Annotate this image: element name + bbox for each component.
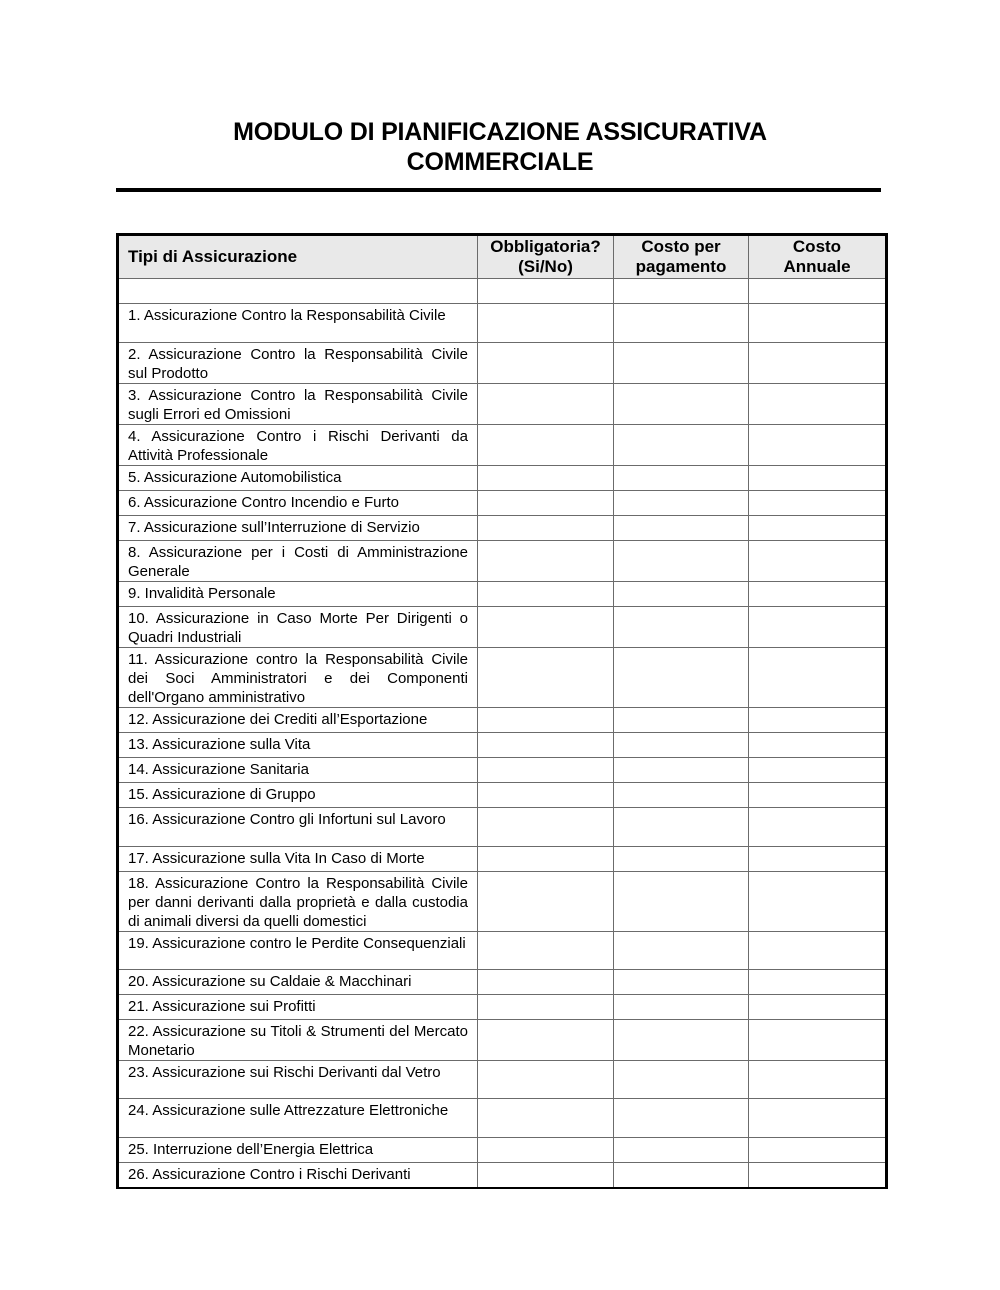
table-row xyxy=(118,1163,887,1189)
mandatory-cell[interactable] xyxy=(478,491,614,516)
cost-per-payment-cell[interactable] xyxy=(614,970,749,995)
table-row xyxy=(118,995,887,1020)
header-row xyxy=(118,235,887,279)
annual-cost-cell[interactable] xyxy=(749,995,887,1020)
insurance-type-cell: 19. Assicurazione contro le Perdite Consequenziali xyxy=(118,932,478,970)
table-row xyxy=(118,582,887,607)
insurance-type-cell: 4. Assicurazione Contro i Rischi Derivanti da Attività Professionale xyxy=(118,425,478,466)
annual-cost-cell[interactable] xyxy=(749,872,887,932)
cost-per-payment-cell[interactable] xyxy=(614,516,749,541)
mandatory-cell[interactable] xyxy=(478,541,614,582)
cost-per-payment-cell[interactable] xyxy=(614,808,749,847)
mandatory-cell[interactable] xyxy=(478,995,614,1020)
mandatory-cell[interactable] xyxy=(478,648,614,708)
insurance-type-cell xyxy=(118,279,478,304)
table-body xyxy=(118,279,887,1189)
cost-per-payment-cell[interactable] xyxy=(614,995,749,1020)
mandatory-cell[interactable] xyxy=(478,783,614,808)
cost-per-payment-cell[interactable] xyxy=(614,466,749,491)
mandatory-cell[interactable] xyxy=(478,932,614,970)
page-title xyxy=(0,117,1000,177)
annual-cost-cell[interactable] xyxy=(749,466,887,491)
insurance-type-cell: 21. Assicurazione sui Profitti xyxy=(118,995,478,1020)
insurance-type-cell: 23. Assicurazione sui Rischi Derivanti dal Vetro xyxy=(118,1061,478,1099)
insurance-type-cell: 15. Assicurazione di Gruppo xyxy=(118,783,478,808)
annual-cost-cell[interactable] xyxy=(749,970,887,995)
cost-per-payment-cell[interactable] xyxy=(614,491,749,516)
insurance-type-cell: 24. Assicurazione sulle Attrezzature Elettroniche xyxy=(118,1099,478,1138)
header-mandatory: Obbligatoria? (Si/No) xyxy=(478,235,614,279)
annual-cost-cell[interactable] xyxy=(749,1163,887,1189)
insurance-type-cell: 10. Assicurazione in Caso Morte Per Dirigenti o Quadri Industriali xyxy=(118,607,478,648)
table-row xyxy=(118,1020,887,1061)
table-row xyxy=(118,343,887,384)
annual-cost-cell[interactable] xyxy=(749,1138,887,1163)
mandatory-cell[interactable] xyxy=(478,304,614,343)
table-row xyxy=(118,607,887,648)
cost-per-payment-cell[interactable] xyxy=(614,304,749,343)
mandatory-cell[interactable] xyxy=(478,1138,614,1163)
title-line-1: MODULO DI PIANIFICAZIONE ASSICURATIVA xyxy=(233,118,767,146)
cost-per-payment-cell[interactable] xyxy=(614,847,749,872)
mandatory-cell[interactable] xyxy=(478,607,614,648)
annual-cost-cell[interactable] xyxy=(749,607,887,648)
mandatory-cell[interactable] xyxy=(478,758,614,783)
insurance-type-cell: 7. Assicurazione sull’Interruzione di Servizio xyxy=(118,516,478,541)
mandatory-cell[interactable] xyxy=(478,1020,614,1061)
table-row xyxy=(118,932,887,970)
insurance-type-cell: 14. Assicurazione Sanitaria xyxy=(118,758,478,783)
insurance-type-cell: 5. Assicurazione Automobilistica xyxy=(118,466,478,491)
table-row xyxy=(118,783,887,808)
insurance-type-cell: 16. Assicurazione Contro gli Infortuni sul Lavoro xyxy=(118,808,478,847)
mandatory-cell[interactable] xyxy=(478,872,614,932)
table-row xyxy=(118,516,887,541)
annual-cost-cell[interactable] xyxy=(749,783,887,808)
table-row xyxy=(118,1138,887,1163)
mandatory-cell[interactable] xyxy=(478,847,614,872)
insurance-type-cell: 11. Assicurazione contro la Responsabilità Civile dei Soci Amministratori e dei Componenti dell'Organo amministrativo xyxy=(118,648,478,708)
mandatory-cell[interactable] xyxy=(478,425,614,466)
annual-cost-cell[interactable] xyxy=(749,1020,887,1061)
table-row xyxy=(118,1099,887,1138)
annual-cost-cell[interactable] xyxy=(749,304,887,343)
mandatory-cell[interactable] xyxy=(478,582,614,607)
cost-per-payment-cell[interactable] xyxy=(614,541,749,582)
mandatory-cell[interactable] xyxy=(478,516,614,541)
table-row xyxy=(118,847,887,872)
header-annual-cost: Costo Annuale xyxy=(749,235,887,279)
table-row xyxy=(118,808,887,847)
annual-cost-cell[interactable] xyxy=(749,708,887,733)
header-insurance-type: Tipi di Assicurazione xyxy=(118,235,478,279)
annual-cost-cell[interactable] xyxy=(749,491,887,516)
insurance-type-cell: 22. Assicurazione su Titoli & Strumenti del Mercato Monetario xyxy=(118,1020,478,1061)
cost-per-payment-cell[interactable] xyxy=(614,279,749,304)
cost-per-payment-cell[interactable] xyxy=(614,384,749,425)
cost-per-payment-cell[interactable] xyxy=(614,343,749,384)
title-line-2: COMMERCIALE xyxy=(406,148,594,176)
annual-cost-cell[interactable] xyxy=(749,648,887,708)
header-cost-per-payment: Costo per pagamento xyxy=(614,235,749,279)
cost-per-payment-cell[interactable] xyxy=(614,1138,749,1163)
table-row xyxy=(118,304,887,343)
insurance-type-cell: 18. Assicurazione Contro la Responsabilità Civile per danni derivanti dalla proprietà e dalla custodia di animali diversi da quelli domestici xyxy=(118,872,478,932)
cost-per-payment-cell[interactable] xyxy=(614,783,749,808)
insurance-type-cell: 8. Assicurazione per i Costi di Amministrazione Generale xyxy=(118,541,478,582)
annual-cost-cell[interactable] xyxy=(749,758,887,783)
table-row xyxy=(118,491,887,516)
insurance-type-cell: 26. Assicurazione Contro i Rischi Derivanti xyxy=(118,1163,478,1189)
annual-cost-cell[interactable] xyxy=(749,847,887,872)
cost-per-payment-cell[interactable] xyxy=(614,872,749,932)
table-row xyxy=(118,708,887,733)
annual-cost-cell[interactable] xyxy=(749,808,887,847)
cost-per-payment-cell[interactable] xyxy=(614,648,749,708)
table-row xyxy=(118,541,887,582)
table-row xyxy=(118,384,887,425)
annual-cost-cell[interactable] xyxy=(749,733,887,758)
cost-per-payment-cell[interactable] xyxy=(614,1099,749,1138)
cost-per-payment-cell[interactable] xyxy=(614,758,749,783)
mandatory-cell[interactable] xyxy=(478,466,614,491)
table-row xyxy=(118,733,887,758)
annual-cost-cell[interactable] xyxy=(749,582,887,607)
mandatory-cell[interactable] xyxy=(478,384,614,425)
mandatory-cell[interactable] xyxy=(478,343,614,384)
insurance-type-cell: 9. Invalidità Personale xyxy=(118,582,478,607)
insurance-type-cell: 17. Assicurazione sulla Vita In Caso di Morte xyxy=(118,847,478,872)
table-row xyxy=(118,1061,887,1099)
insurance-type-cell: 2. Assicurazione Contro la Responsabilità Civile sul Prodotto xyxy=(118,343,478,384)
table-row xyxy=(118,425,887,466)
insurance-type-cell: 20. Assicurazione su Caldaie & Macchinari xyxy=(118,970,478,995)
table-row xyxy=(118,872,887,932)
insurance-planning-table xyxy=(116,233,888,1189)
annual-cost-cell[interactable] xyxy=(749,425,887,466)
table-row xyxy=(118,758,887,783)
annual-cost-cell[interactable] xyxy=(749,1099,887,1138)
cost-per-payment-cell[interactable] xyxy=(614,425,749,466)
table-row xyxy=(118,466,887,491)
insurance-type-cell: 6. Assicurazione Contro Incendio e Furto xyxy=(118,491,478,516)
cost-per-payment-cell[interactable] xyxy=(614,708,749,733)
mandatory-cell[interactable] xyxy=(478,1163,614,1189)
annual-cost-cell[interactable] xyxy=(749,384,887,425)
title-divider xyxy=(116,188,881,192)
mandatory-cell[interactable] xyxy=(478,1061,614,1099)
mandatory-cell[interactable] xyxy=(478,708,614,733)
mandatory-cell[interactable] xyxy=(478,970,614,995)
insurance-type-cell: 25. Interruzione dell’Energia Elettrica xyxy=(118,1138,478,1163)
annual-cost-cell[interactable] xyxy=(749,516,887,541)
table-row xyxy=(118,279,887,304)
table-row xyxy=(118,970,887,995)
table-row xyxy=(118,648,887,708)
cost-per-payment-cell[interactable] xyxy=(614,733,749,758)
annual-cost-cell[interactable] xyxy=(749,541,887,582)
insurance-type-cell: 3. Assicurazione Contro la Responsabilità Civile sugli Errori ed Omissioni xyxy=(118,384,478,425)
mandatory-cell[interactable] xyxy=(478,808,614,847)
cost-per-payment-cell[interactable] xyxy=(614,582,749,607)
insurance-type-cell: 12. Assicurazione dei Crediti all’Esportazione xyxy=(118,708,478,733)
cost-per-payment-cell[interactable] xyxy=(614,1061,749,1099)
insurance-type-cell: 1. Assicurazione Contro la Responsabilità Civile xyxy=(118,304,478,343)
cost-per-payment-cell[interactable] xyxy=(614,607,749,648)
cost-per-payment-cell[interactable] xyxy=(614,1020,749,1061)
cost-per-payment-cell[interactable] xyxy=(614,1163,749,1189)
annual-cost-cell[interactable] xyxy=(749,1061,887,1099)
annual-cost-cell[interactable] xyxy=(749,279,887,304)
annual-cost-cell[interactable] xyxy=(749,343,887,384)
cost-per-payment-cell[interactable] xyxy=(614,932,749,970)
insurance-type-cell: 13. Assicurazione sulla Vita xyxy=(118,733,478,758)
mandatory-cell[interactable] xyxy=(478,279,614,304)
mandatory-cell[interactable] xyxy=(478,733,614,758)
mandatory-cell[interactable] xyxy=(478,1099,614,1138)
annual-cost-cell[interactable] xyxy=(749,932,887,970)
